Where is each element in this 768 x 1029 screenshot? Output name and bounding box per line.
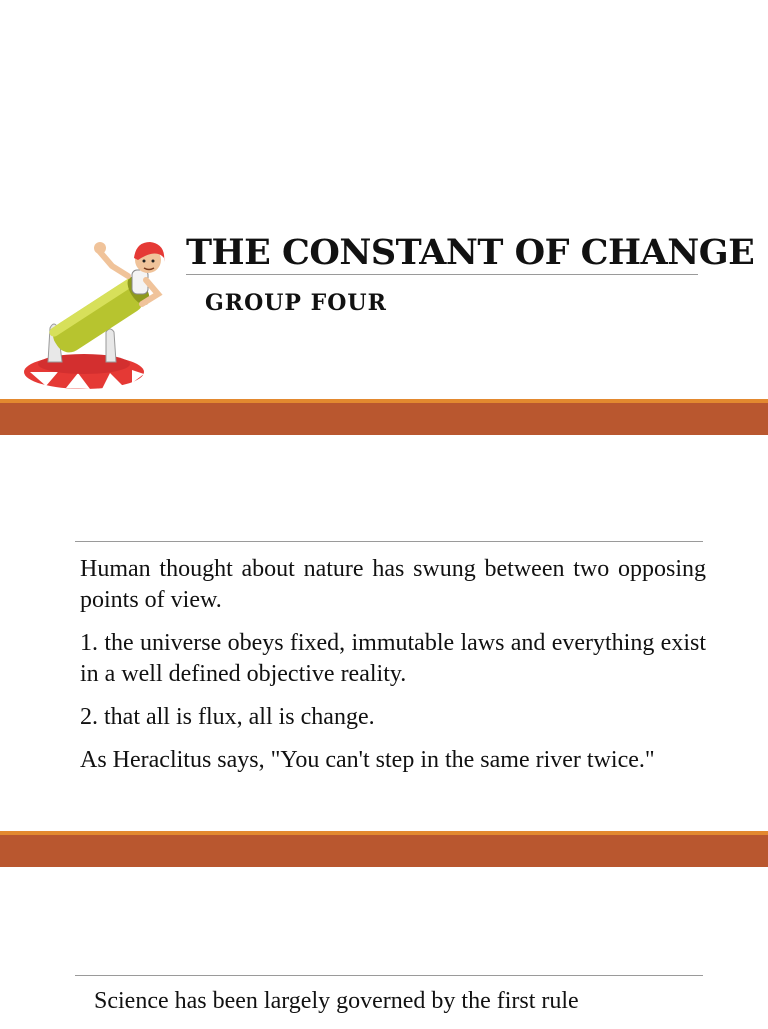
slide-divider: [0, 399, 768, 435]
body-paragraph: 2. that all is flux, all is change.: [80, 704, 375, 730]
cannon-clipart: [20, 236, 180, 396]
slide-subtitle: GROUP FOUR: [205, 290, 387, 316]
slide-body: [80, 986, 706, 1029]
body-paragraph: As Heraclitus says, "You can't step in the same river twice.": [80, 747, 655, 773]
slide-divider: [0, 831, 768, 867]
body-paragraph: Science has been largely governed by the first rule: [94, 988, 579, 1014]
body-paragraph: Human thought about nature has swung between two opposing points of view.: [80, 556, 706, 613]
body-paragraph: 1. the universe obeys fixed, immutable laws and everything exist in a well defined objective reality.: [80, 630, 706, 687]
content-top-rule: [75, 975, 703, 976]
slide-body: [80, 554, 706, 788]
title-underline: [186, 274, 698, 275]
title-slide: [0, 0, 768, 400]
slide-title: THE CONSTANT OF CHANGE: [186, 232, 755, 273]
content-top-rule: [75, 541, 703, 542]
